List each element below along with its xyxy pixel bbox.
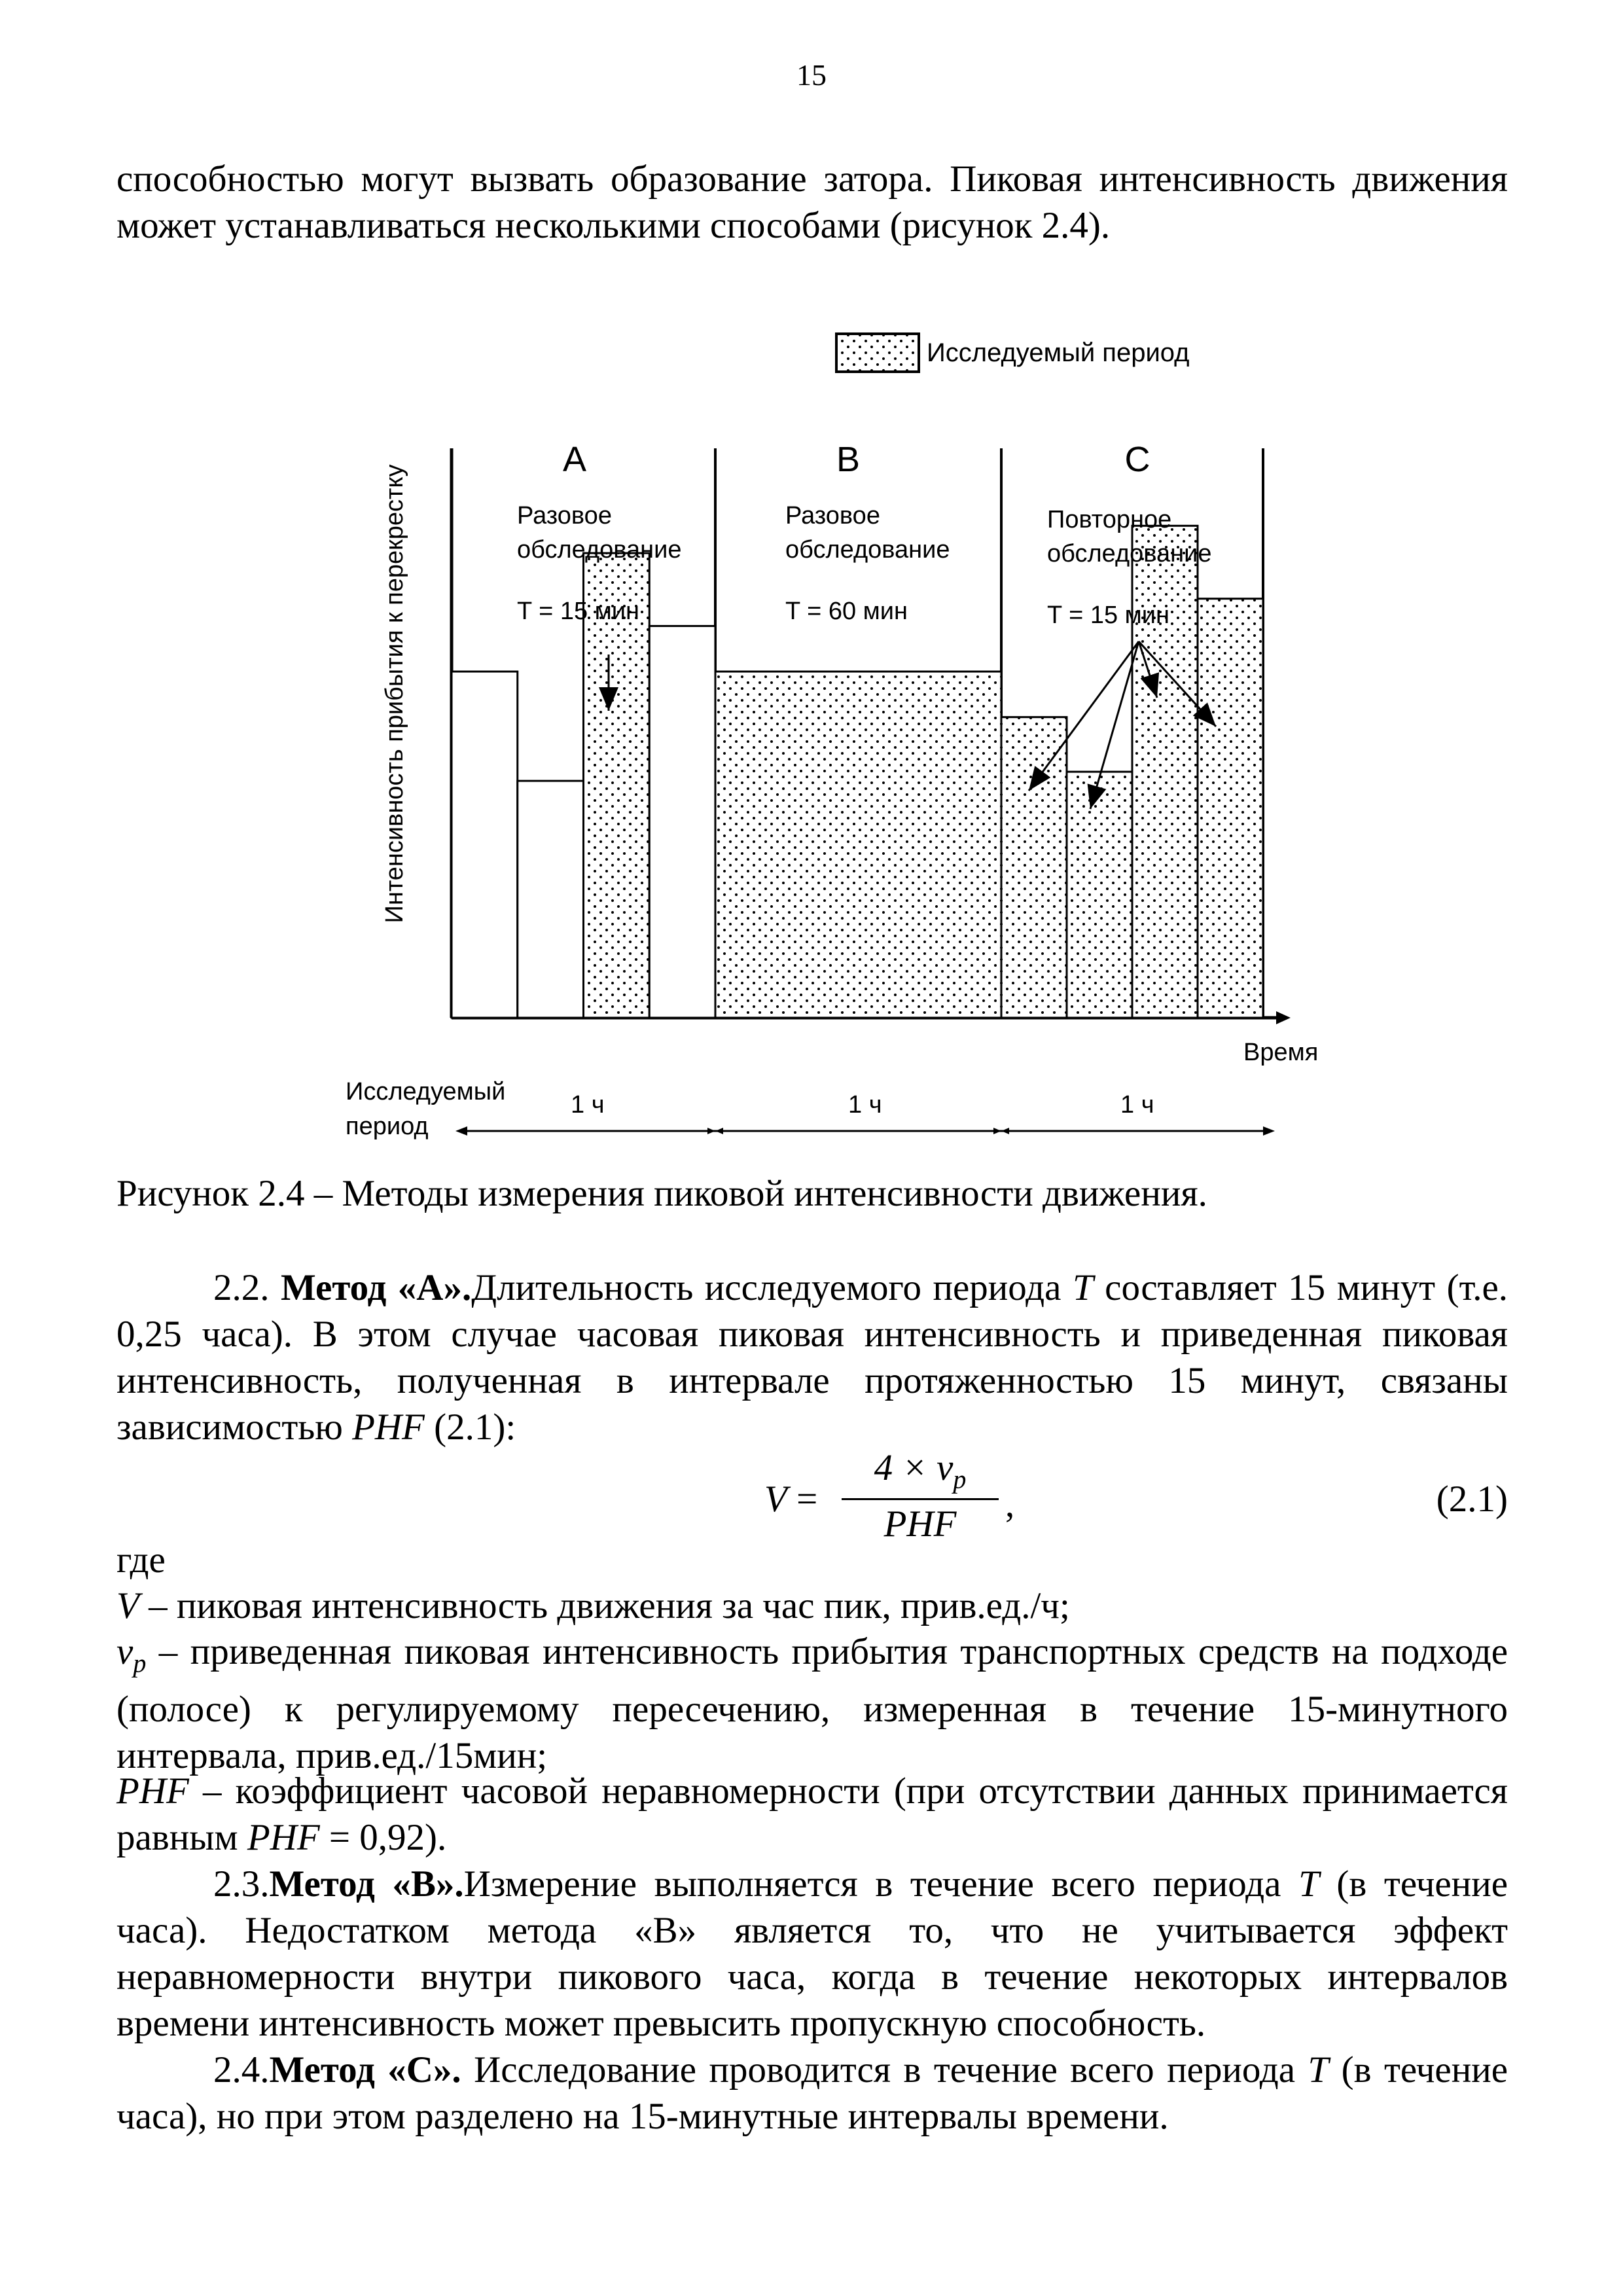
section-a-line1: Разовое (517, 502, 612, 529)
def-phf (116, 1768, 1508, 1861)
bar-c-2 (1067, 772, 1132, 1018)
x-axis-arrow (1276, 1011, 1291, 1024)
section-b-t: T = 60 мин (785, 598, 908, 625)
period-label-line1: Исследуемый (346, 1078, 506, 1105)
figure-caption: Рисунок 2.4 – Методы измерения пиковой интенсивности движения. (116, 1173, 1207, 1214)
p24-text2: (в течение часа), но при этом разделено на 15-минутные интервалы времени. (116, 2049, 1508, 2137)
section-c-letter: C (1124, 440, 1150, 479)
hour-label-2: 1 ч (848, 1091, 882, 1119)
formula-eq: = (787, 1479, 818, 1520)
bar-a-4 (649, 626, 715, 1018)
def-phf-symbol: PHF (116, 1770, 189, 1812)
p23-text1: Измерение выполняется в течение всего периода (463, 1863, 1299, 1905)
intro-line-2: может устанавливаться несколькими способами (рисунок 2.4). (116, 205, 1111, 246)
paragraph-2-2 (116, 1265, 1508, 1450)
figure-peak-methods (327, 321, 1319, 1172)
hour-label-1: 1 ч (571, 1091, 605, 1119)
p24-num: 2.4. (213, 2049, 270, 2090)
section-b-line1: Разовое (785, 502, 880, 529)
hour-label-3: 1 ч (1120, 1091, 1154, 1119)
where-label: где (116, 1539, 166, 1581)
p24-T: T (1308, 2049, 1329, 2090)
p22-num: 2.2. (213, 1267, 281, 1308)
formula-numerator: $4 \times v_p$ (842, 1446, 999, 1500)
period-arrow (455, 1126, 1275, 1136)
def-v-text: – пиковая интенсивность движения за час пик, прив.ед./ч; (139, 1585, 1070, 1626)
p24-bold: Метод «С». (269, 2049, 461, 2090)
section-b-letter: B (836, 440, 861, 479)
p23-T: T (1298, 1863, 1319, 1905)
p24-text1: Исследование проводится в течение всего периода (461, 2049, 1308, 2090)
bar-c-1 (1001, 717, 1067, 1018)
def-phf-text1: – коэффициент часовой неравномерности (при отсутствии данных принимается равным (116, 1770, 1508, 1858)
p22-T: T (1072, 1267, 1094, 1308)
section-a-line2: обследование (517, 536, 682, 564)
formula-lhs: V (764, 1479, 787, 1520)
formula-comma: , (1005, 1484, 1015, 1525)
p23-text2: (в течение часа). Недостатком метода «В» является то, что не учитывается эффект неравномерности внутри пикового часа, когда в течение некоторых интервалов времени интенсивность может превысить пропускную способность. (116, 1863, 1508, 2044)
bar-c-3 (1132, 526, 1198, 1018)
p22-text2: составляет 15 минут (т.е. 0,25 часа). В этом случае часовая пиковая интенсивность и приведенная пиковая интенсивность, полученная в интервале протяженностью 15 минут, связаны зависимостью (116, 1267, 1508, 1448)
def-v (116, 1583, 1508, 1629)
def-vp (116, 1628, 1508, 1779)
y-axis-label: Интенсивность прибытия к перекрестку (381, 464, 408, 924)
p22-text3: (2.1): (424, 1407, 516, 1448)
bar-a-2 (518, 781, 584, 1018)
section-c-t: T = 15 мин (1047, 601, 1169, 629)
section-a-t: T = 15 мин (517, 598, 639, 625)
page-number: 15 (796, 58, 827, 92)
def-vp-sub: p (133, 1648, 147, 1678)
def-vp-symbol: v (116, 1631, 134, 1672)
legend-label: Исследуемый период (927, 338, 1190, 367)
bar-c-4 (1198, 599, 1263, 1018)
def-v-symbol: V (116, 1585, 139, 1626)
formula-number: (2.1) (1436, 1479, 1508, 1520)
p22-PHF: PHF (352, 1407, 425, 1448)
intro-line-1: способностью могут вызвать образование затора. Пиковая интенсивность движения (116, 158, 1508, 200)
section-a-letter: A (562, 440, 587, 479)
period-label-line2: период (346, 1113, 429, 1140)
legend-swatch (836, 334, 919, 372)
def-phf-text2: = 0,92). (319, 1817, 447, 1858)
p22-text1: Длительность исследуемого периода (471, 1267, 1073, 1308)
def-phf-symbol-2: PHF (247, 1817, 320, 1858)
paragraph-2-3 (116, 1861, 1508, 2047)
p22-bold: Метод «А». (281, 1267, 472, 1308)
section-c-line1: Повторное (1047, 506, 1172, 533)
def-vp-text: – приведенная пиковая интенсивность прибытия транспортных средств на подходе (полосе) к регулируемому пересечению, измеренная в течение 15-минутного интервала, прив.ед./15мин; (116, 1631, 1508, 1777)
p23-num: 2.3. (213, 1863, 270, 1905)
p23-bold: Метод «В». (269, 1863, 464, 1905)
formula-denominator: PHF (883, 1503, 957, 1545)
section-c-line2: обследование (1047, 540, 1212, 567)
x-axis-label: Время (1243, 1039, 1319, 1066)
paragraph-2-4 (116, 2047, 1508, 2140)
bar-b-1 (715, 672, 1001, 1018)
section-b-line2: обследование (785, 536, 950, 564)
bar-a-1 (452, 672, 518, 1018)
